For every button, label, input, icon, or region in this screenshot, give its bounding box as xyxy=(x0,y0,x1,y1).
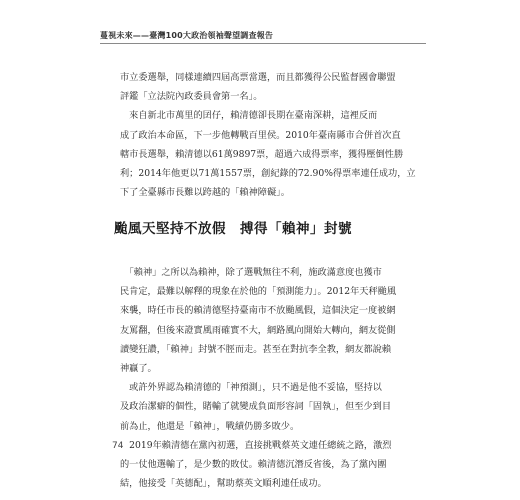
text-line: 來襲，時任市長的賴清德堅持臺南市不放颱風假，這個決定一度被網 xyxy=(120,305,396,317)
text-line: 民肯定，最難以解釋的現象在於他的「預測能力」。2012年天秤颱風 xyxy=(120,286,397,298)
text-line: 結，他接受「英德配」，幫助蔡英文順利連任成功。 xyxy=(120,478,327,490)
text-line: 友罵翻，但後來證實風雨確實不大，網路風向開始大轉向，網友從側 xyxy=(120,324,396,336)
text-line: 「賴神」之所以為賴神，除了選戰無往不利，施政滿意度也獲市 xyxy=(120,267,382,278)
text-line: 神贏了。 xyxy=(120,362,157,374)
text-line: 2019年賴清德在黨內初選，直接挑戰蔡英文連任總統之路，激烈 xyxy=(120,439,392,451)
text-line: 評鑑「立法院內政委員會第一名」。 xyxy=(120,91,263,103)
text-line: 下了全臺縣市長難以跨越的「賴神障礙」。 xyxy=(120,187,290,199)
text-line: 來自新北市萬里的囝仔，賴清德卻長期在臺南深耕，這裡反而 xyxy=(120,110,378,122)
text-line: 的一仗他選輸了，是少數的敗仗。賴清德沉潛反省後，為了黨內團 xyxy=(120,458,387,470)
text-line: 及政治潔癖的個性，賭輸了就變成負面形容詞「固執」，但至少到目 xyxy=(120,401,392,413)
paragraph xyxy=(120,68,416,202)
text-line: 前為止，他還是「賴神」，戰績仍勝多敗少。 xyxy=(120,420,300,432)
header-divider xyxy=(100,43,426,44)
text-line: 市立委選舉，同樣連續四屆高票當選，而且都獲得公民監督國會聯盟 xyxy=(120,72,396,83)
section-2-body xyxy=(120,263,416,493)
section-heading: 颱風天堅持不放假 搏得「賴神」封號 xyxy=(114,221,352,237)
page-number: 74 xyxy=(112,441,124,451)
text-line: 或許外界認為賴清德的「神預測」，只不過是他不妥協，堅持以 xyxy=(120,382,382,394)
text-line: 成了政治本命區，下一步他轉戰百里侯。2010年臺南縣市合併首次直 xyxy=(120,129,401,141)
text-line: 利；2014年他更以71萬1557票，創紀錄的72.90%得票率連任成功，立 xyxy=(120,167,416,179)
section-1-body xyxy=(120,68,416,202)
running-header: 蔓視未來——臺灣100大政治領袖聲望調查報告 xyxy=(100,31,274,40)
text-line: 轄市長選舉，賴清德以61萬9897票，超過六成得票率，獲得壓倒性勝 xyxy=(120,148,404,160)
paragraph xyxy=(120,263,416,493)
text-line: 讀變狂讚，「賴神」封號不脛而走。甚至在對抗李全教，網友都說賴 xyxy=(120,343,392,355)
